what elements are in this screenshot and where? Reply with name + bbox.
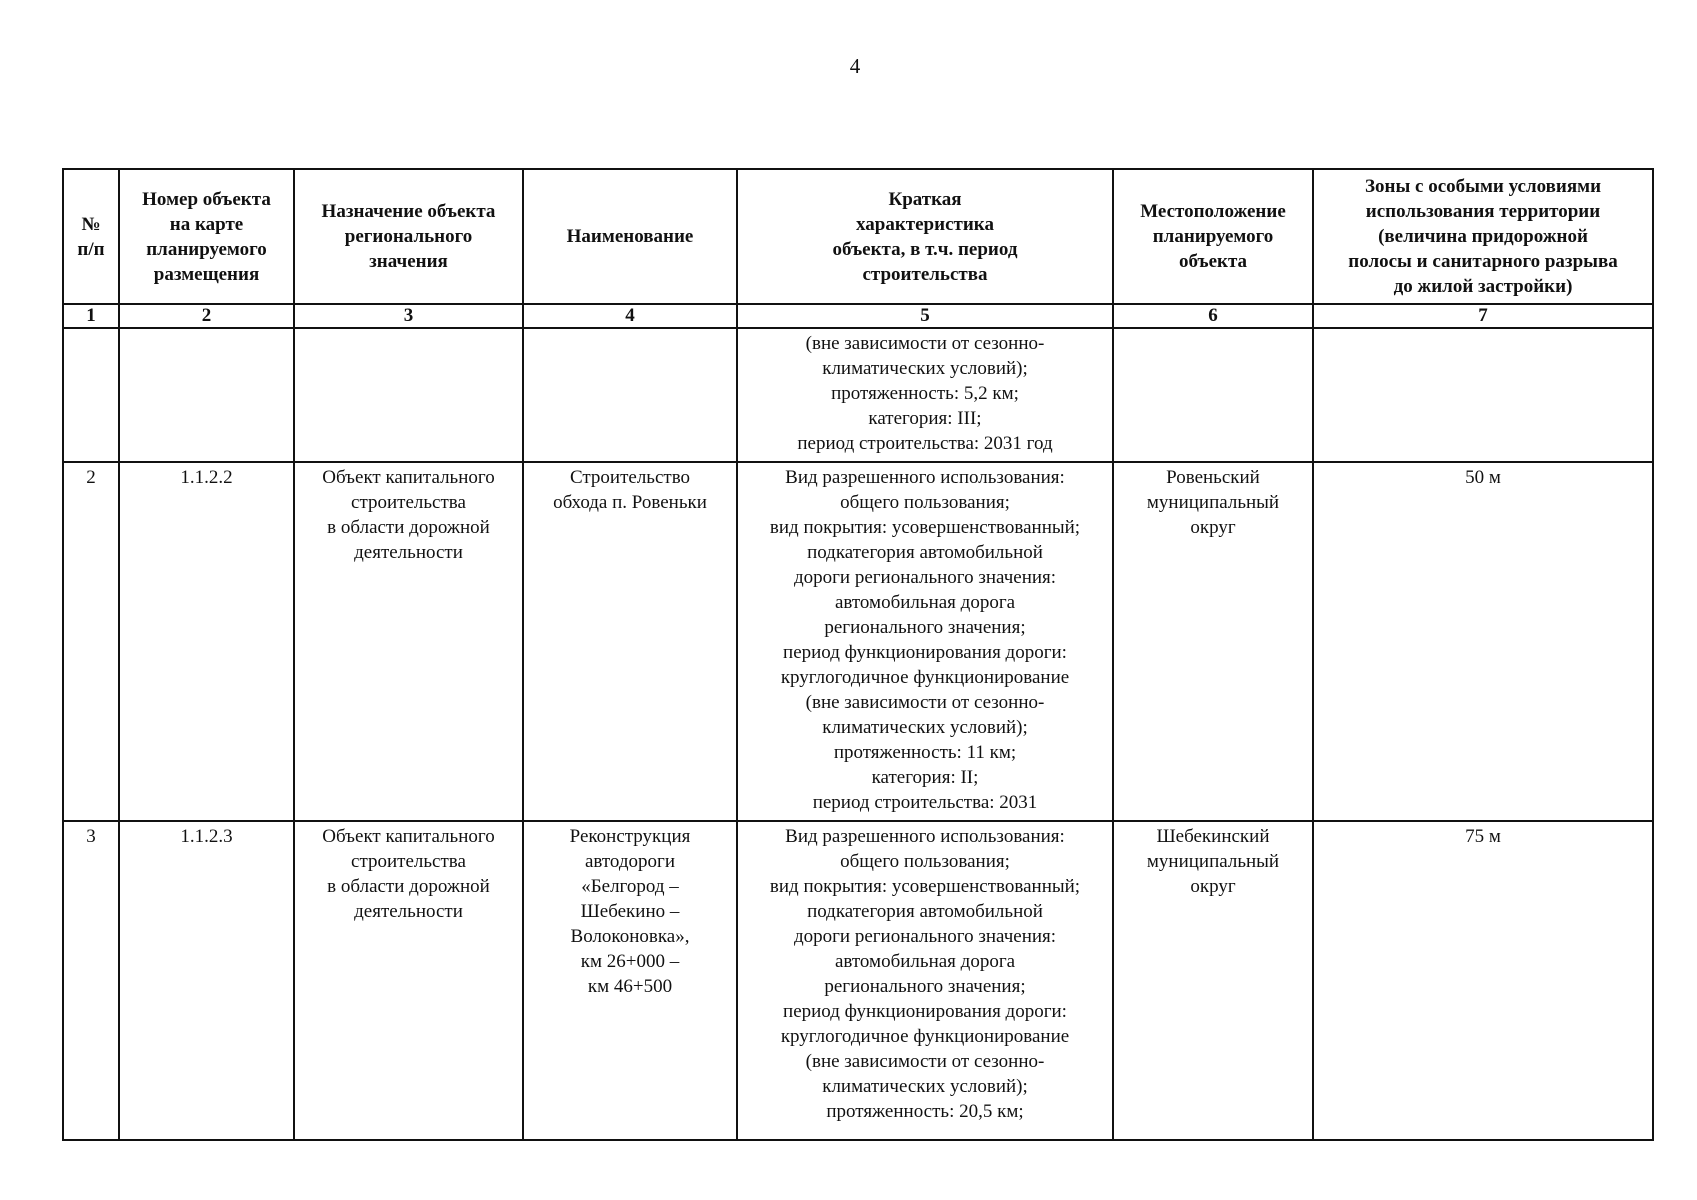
cell-location-line: муниципальный xyxy=(1146,851,1280,872)
header-characteristics-line: объекта, в т.ч. период xyxy=(832,238,1018,260)
cell-purpose-line: Объект капитального xyxy=(322,826,495,847)
table-row xyxy=(63,462,1653,821)
cell-location-line: Ровеньский xyxy=(1166,467,1260,488)
cell-characteristics-line: автомобильная дорога xyxy=(834,951,1016,972)
objects-table xyxy=(62,168,1654,1141)
cell-name-line: Волоконовка», xyxy=(570,926,690,947)
cell-location-line: муниципальный xyxy=(1146,492,1280,513)
cell-name-line: км 46+500 xyxy=(587,976,673,997)
cell-characteristics-line: дороги регионального значения: xyxy=(793,567,1057,588)
column-number: 7 xyxy=(1313,304,1653,328)
cell-num: 3 xyxy=(63,821,119,1140)
cell-characteristics-line: вид покрытия: усовершенствованный; xyxy=(769,876,1081,897)
cell-purpose xyxy=(294,821,523,1140)
cell-characteristics-line: период функционирования дороги: xyxy=(783,642,1067,663)
cell-map-number: 1.1.2.2 xyxy=(119,462,294,821)
cell-name-line: Шебекино – xyxy=(580,901,680,922)
cell-purpose xyxy=(294,462,523,821)
header-num xyxy=(63,169,119,304)
header-map-number-line: планируемого xyxy=(146,238,267,260)
cell-map-number xyxy=(119,328,294,462)
header-zones-line: до жилой застройки) xyxy=(1393,276,1573,297)
cell-characteristics-line: круглогодичное функционирование xyxy=(780,667,1070,688)
cell-characteristics-line: регионального значения; xyxy=(824,617,1026,638)
cell-zones xyxy=(1313,328,1653,462)
header-num-line: п/п xyxy=(77,238,105,260)
cell-characteristics-line: (вне зависимости от сезонно- xyxy=(805,1051,1045,1072)
column-number-row xyxy=(63,304,1653,328)
header-location-line: объекта xyxy=(1178,251,1248,272)
cell-characteristics-line: Вид разрешенного использования: xyxy=(785,467,1065,488)
table-body xyxy=(63,328,1653,1140)
cell-characteristics xyxy=(737,328,1113,462)
cell-location-line: Шебекинский xyxy=(1156,826,1270,847)
header-zones-line: Зоны с особыми условиями xyxy=(1364,176,1602,197)
cell-characteristics-line: Вид разрешенного использования: xyxy=(785,826,1065,847)
header-purpose xyxy=(294,169,523,304)
page-number: 4 xyxy=(849,54,861,78)
cell-num: 2 xyxy=(63,462,119,821)
cell-characteristics-line: общего пользования; xyxy=(840,851,1010,872)
header-zones-line: (величина придорожной xyxy=(1378,226,1588,247)
cell-characteristics-line: автомобильная дорога xyxy=(834,592,1016,613)
header-location-line: Местоположение xyxy=(1140,201,1286,222)
cell-characteristics-line: климатических условий); xyxy=(822,717,1028,738)
header-zones-line: полосы и санитарного разрыва xyxy=(1348,251,1618,272)
cell-characteristics-line: протяженность: 20,5 км; xyxy=(826,1101,1024,1122)
column-number: 4 xyxy=(523,304,737,328)
cell-characteristics-line: вид покрытия: усовершенствованный; xyxy=(769,517,1081,538)
cell-characteristics-line: круглогодичное функционирование xyxy=(780,1026,1070,1047)
cell-purpose xyxy=(294,328,523,462)
header-purpose-line: значения xyxy=(369,251,448,272)
header-characteristics-line: характеристика xyxy=(856,213,994,235)
cell-characteristics-line: протяженность: 11 км; xyxy=(833,742,1017,763)
cell-location xyxy=(1113,462,1313,821)
cell-name-line: км 26+000 – xyxy=(580,951,680,972)
cell-characteristics-line: протяженность: 5,2 км; xyxy=(831,383,1019,404)
header-map-number-line: Номер объекта xyxy=(142,188,271,210)
table-row xyxy=(63,328,1653,462)
cell-characteristics-line: (вне зависимости от сезонно- xyxy=(805,333,1045,354)
header-purpose-line: регионального xyxy=(344,226,473,247)
cell-purpose-line: строительства xyxy=(351,851,466,872)
cell-num xyxy=(63,328,119,462)
column-number: 2 xyxy=(119,304,294,328)
cell-purpose-line: в области дорожной xyxy=(327,876,490,897)
cell-name-line: автодороги xyxy=(584,851,676,872)
cell-name xyxy=(523,328,737,462)
column-number: 6 xyxy=(1113,304,1313,328)
column-number: 3 xyxy=(294,304,523,328)
header-map-number xyxy=(119,169,294,304)
cell-characteristics-line: период строительства: 2031 год xyxy=(797,433,1053,454)
cell-name xyxy=(523,821,737,1140)
cell-name-line: Реконструкция xyxy=(569,826,691,847)
header-row xyxy=(63,169,1653,304)
cell-location-line: округ xyxy=(1190,876,1236,897)
cell-purpose-line: в области дорожной xyxy=(327,517,490,538)
cell-purpose-line: Объект капитального xyxy=(322,467,495,488)
header-characteristics xyxy=(737,169,1113,304)
header-zones-line: использования территории xyxy=(1365,201,1601,222)
cell-characteristics-line: регионального значения; xyxy=(824,976,1026,997)
header-location xyxy=(1113,169,1313,304)
cell-location xyxy=(1113,328,1313,462)
header-num-line: № xyxy=(81,213,101,235)
header-name-line: Наименование xyxy=(566,226,694,247)
column-number: 5 xyxy=(737,304,1113,328)
cell-characteristics-line: категория: II; xyxy=(871,767,979,788)
cell-map-number: 1.1.2.3 xyxy=(119,821,294,1140)
cell-characteristics-line: климатических условий); xyxy=(822,1076,1028,1097)
cell-characteristics-line: период строительства: 2031 xyxy=(812,792,1038,813)
cell-location-line: округ xyxy=(1190,517,1236,538)
header-purpose-line: Назначение объекта xyxy=(321,201,496,222)
cell-zones: 50 м xyxy=(1313,462,1653,821)
cell-characteristics-line: подкатегория автомобильной xyxy=(807,901,1043,922)
cell-name xyxy=(523,462,737,821)
cell-characteristics-line: период функционирования дороги: xyxy=(783,1001,1067,1022)
cell-purpose-line: деятельности xyxy=(354,542,463,563)
cell-zones: 75 м xyxy=(1313,821,1653,1140)
cell-name-line: «Белгород – xyxy=(581,876,679,897)
header-zones xyxy=(1313,169,1653,304)
cell-name-line: обхода п. Ровеньки xyxy=(553,492,707,513)
header-location-line: планируемого xyxy=(1152,226,1274,247)
cell-characteristics-line: категория: III; xyxy=(868,408,982,429)
cell-purpose-line: строительства xyxy=(351,492,466,513)
header-map-number-line: размещения xyxy=(153,263,260,285)
cell-characteristics-line: (вне зависимости от сезонно- xyxy=(805,692,1045,713)
header-map-number-line: на карте xyxy=(169,213,244,235)
cell-characteristics-line: общего пользования; xyxy=(840,492,1010,513)
table-row xyxy=(63,821,1653,1140)
cell-location xyxy=(1113,821,1313,1140)
header-name xyxy=(523,169,737,304)
cell-characteristics xyxy=(737,462,1113,821)
column-number: 1 xyxy=(63,304,119,328)
cell-characteristics-line: подкатегория автомобильной xyxy=(807,542,1043,563)
cell-characteristics xyxy=(737,821,1113,1140)
cell-purpose-line: деятельности xyxy=(354,901,463,922)
cell-characteristics-line: климатических условий); xyxy=(822,358,1028,379)
header-characteristics-line: Краткая xyxy=(888,188,962,210)
cell-name-line: Строительство xyxy=(569,467,691,488)
header-characteristics-line: строительства xyxy=(862,263,988,285)
cell-characteristics-line: дороги регионального значения: xyxy=(793,926,1057,947)
